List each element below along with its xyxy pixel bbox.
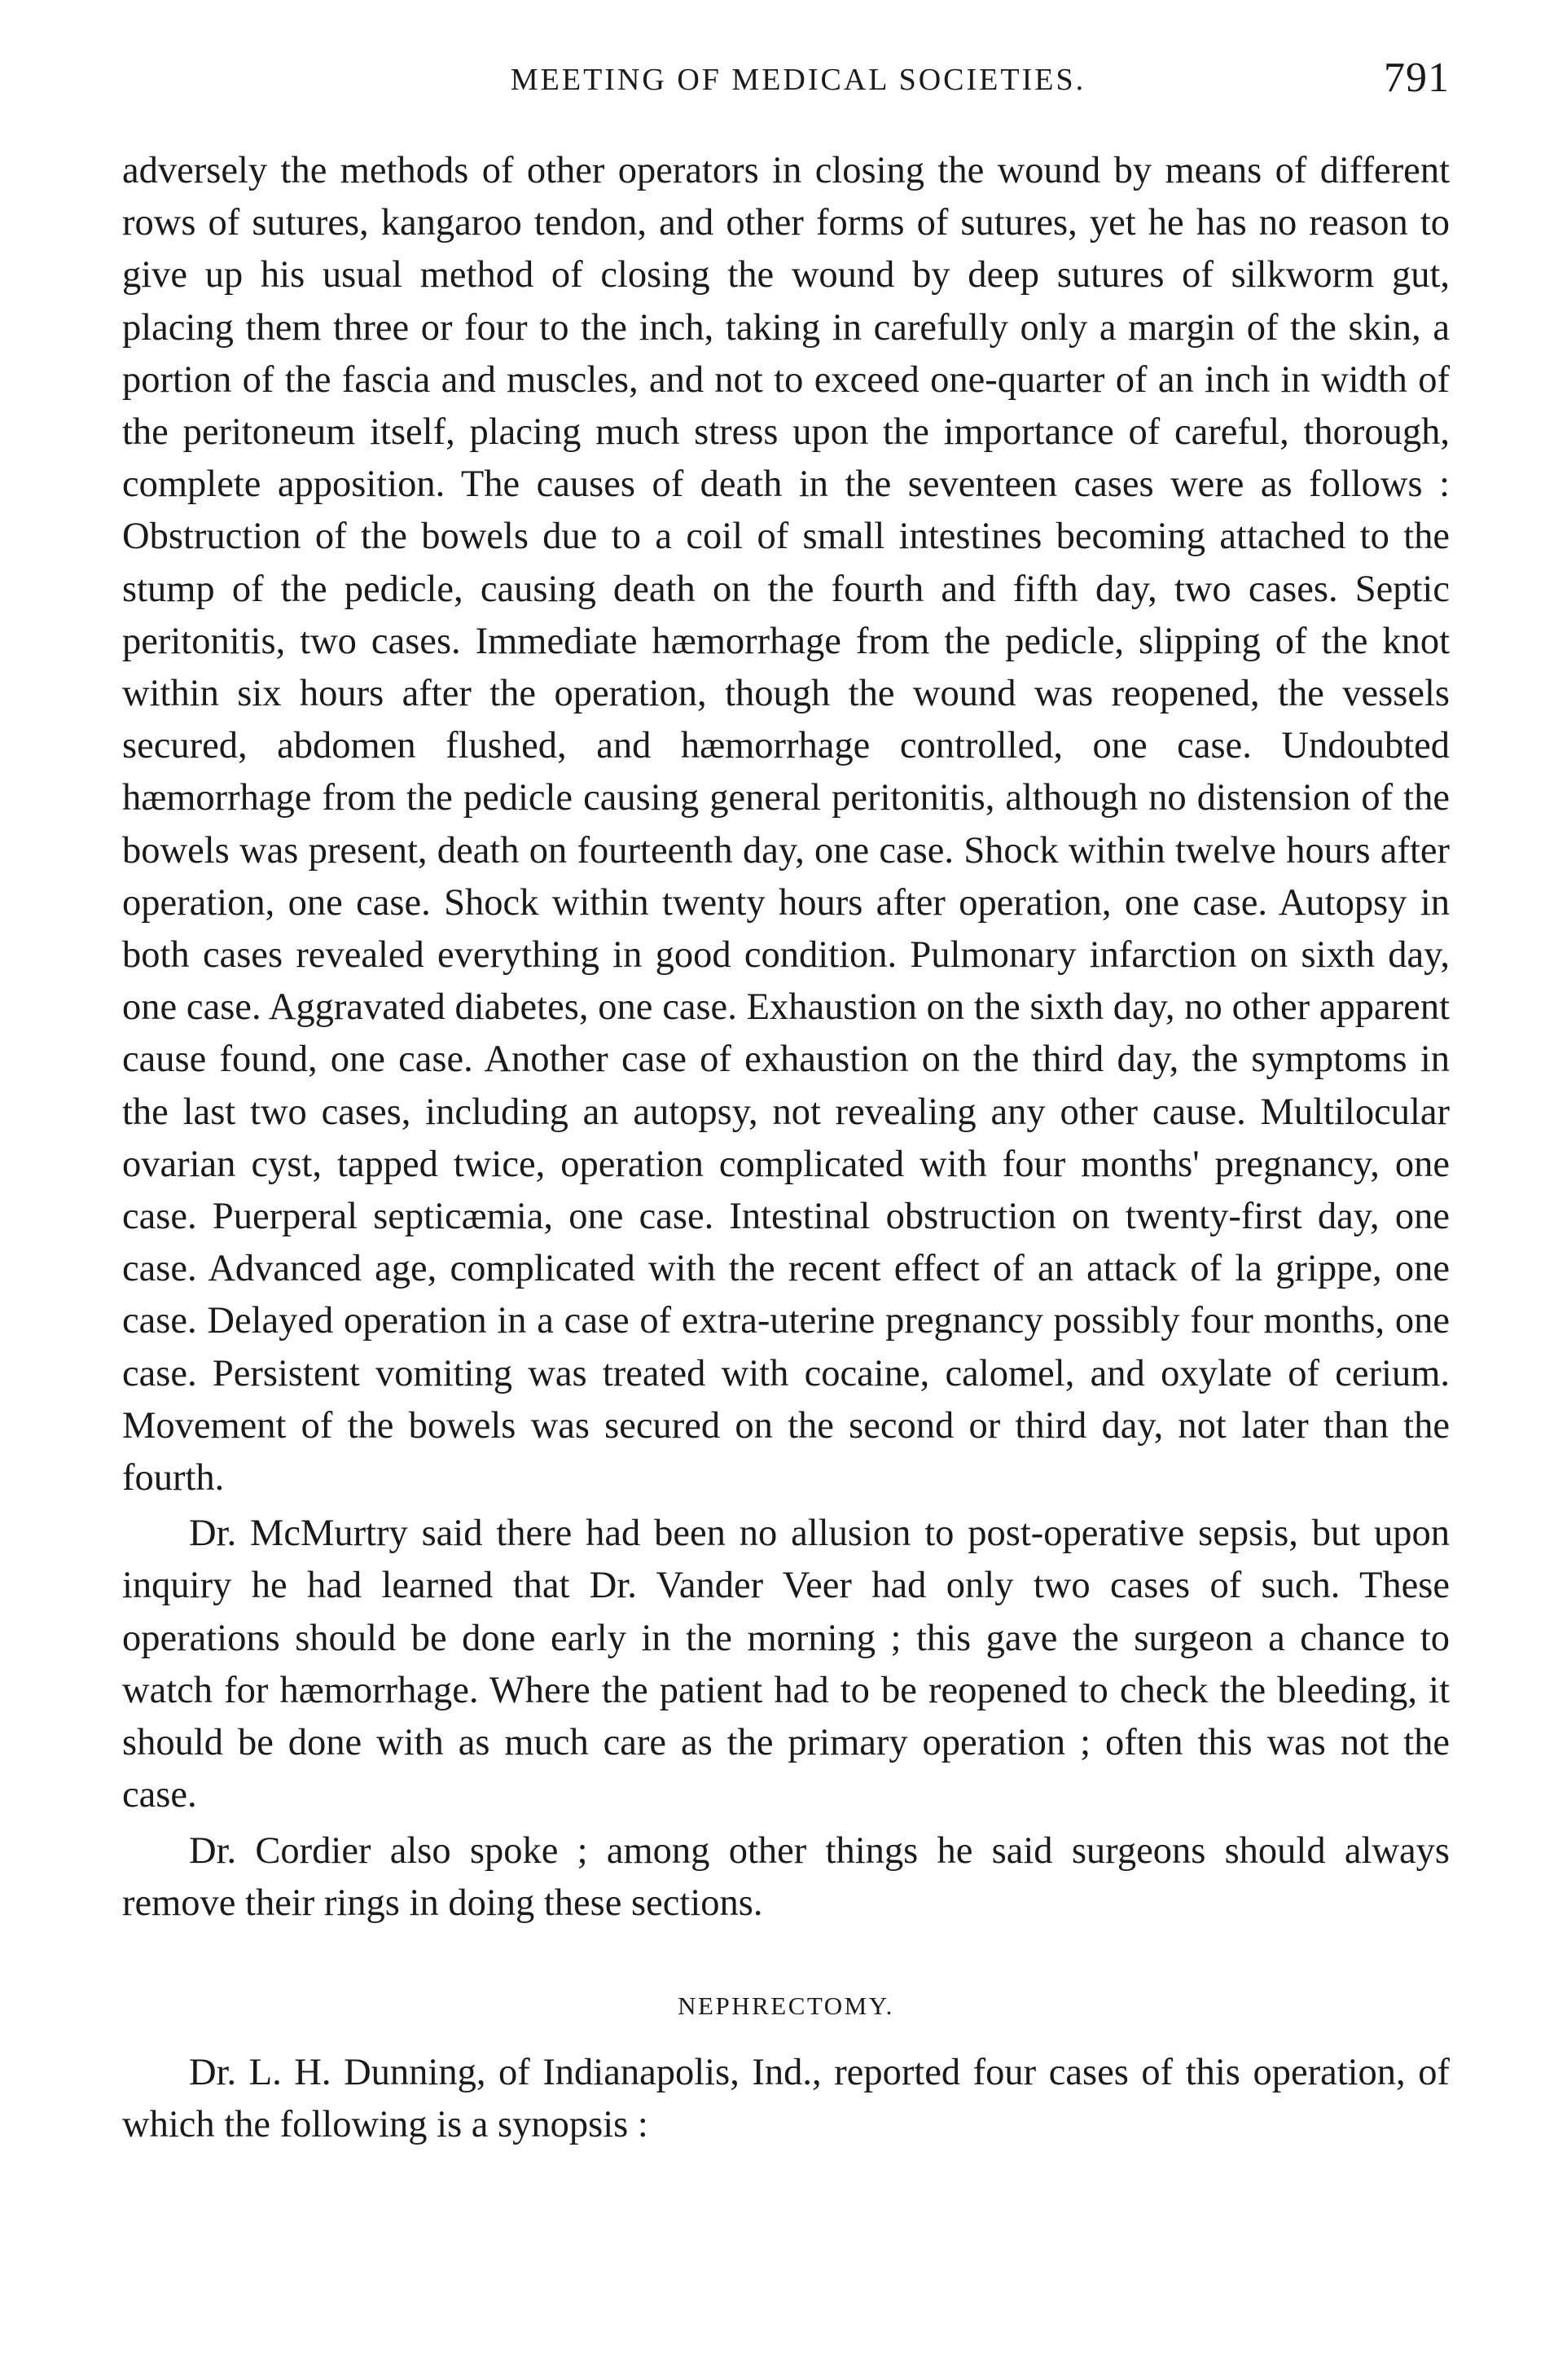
running-header bbox=[122, 54, 1450, 111]
running-title: MEETING OF MEDICAL SOCIETIES. bbox=[510, 63, 1086, 97]
paragraph-continued: adversely the methods of other operators in closing the wound by means of different rows of sutures, kangaroo tendon, and other forms of sutures, yet he has no reason to give up his usual method of closing the wound by deep sutures of silkworm gut, placing them three or four to the inch, taking in carefully only a margin of the skin, a portion of the fascia and muscles, and not to exceed one-quarter of an inch in width of the peritoneum itself, placing much stress upon the importance of careful, thorough, complete apposition. The causes of death in the seventeen cases were as follows : Obstruction of the bowels due to a coil of small intestines becoming attached to the stump of the pedicle, causing death on the fourth and fifth day, two cases. Septic peritonitis, two cases. Immediate hæmorrhage from the pedicle, slipping of the knot within six hours after the operation, though the wound was reopened, the vessels secured, abdomen flushed, and hæmorrhage controlled, one case. Undoubted hæmorrhage from the pedicle causing general peritonitis, although no distension of the bowels was present, death on fourteenth day, one case. Shock within twelve hours after operation, one case. Shock within twenty hours after operation, one case. Autopsy in both cases revealed everything in good condition. Pulmonary infarction on sixth day, one case. Aggravated diabetes, one case. Exhaustion on the sixth day, no other apparent cause found, one case. Another case of exhaustion on the third day, the symptoms in the last two cases, including an autopsy, not revealing any other cause. Multilocular ovarian cyst, tapped twice, operation complicated with four months' pregnancy, one case. Puerperal septicæmia, one case. Intestinal obstruction on twenty-first day, one case. Advanced age, complicated with the recent effect of an attack of la grippe, one case. Delayed operation in a case of extra-uterine pregnancy possibly four months, one case. Persistent vomiting was treated with cocaine, calomel, and oxylate of cerium. Movement of the bowels was secured on the second or third day, not later than the fourth. bbox=[122, 150, 1450, 1500]
paragraph-mcmurtry: Dr. McMurtry said there had been no allusion to post-operative sepsis, but upon inquiry he had learned that Dr. Vander Veer had only two cases of such. These operations should be done early in the morning ; this gave the surgeon a chance to watch for hæmorrhage. Where the patient had to be reopened to check the bleeding, it should be done with as much care as the primary operation ; often this was not the case. bbox=[122, 1513, 1450, 1816]
page-number: 791 bbox=[1384, 55, 1450, 101]
paragraph-cordier: Dr. Cordier also spoke ; among other things he said surgeons should always remove their rings in doing these sections. bbox=[122, 1829, 1450, 1924]
paragraph-dunning: Dr. L. H. Dunning, of Indianapolis, Ind., reported four cases of this operation, of which the following is a synopsis : bbox=[122, 2051, 1450, 2146]
body-text bbox=[122, 145, 1450, 2151]
section-heading-nephrectomy: NEPHRECTOMY. bbox=[678, 1991, 894, 2020]
